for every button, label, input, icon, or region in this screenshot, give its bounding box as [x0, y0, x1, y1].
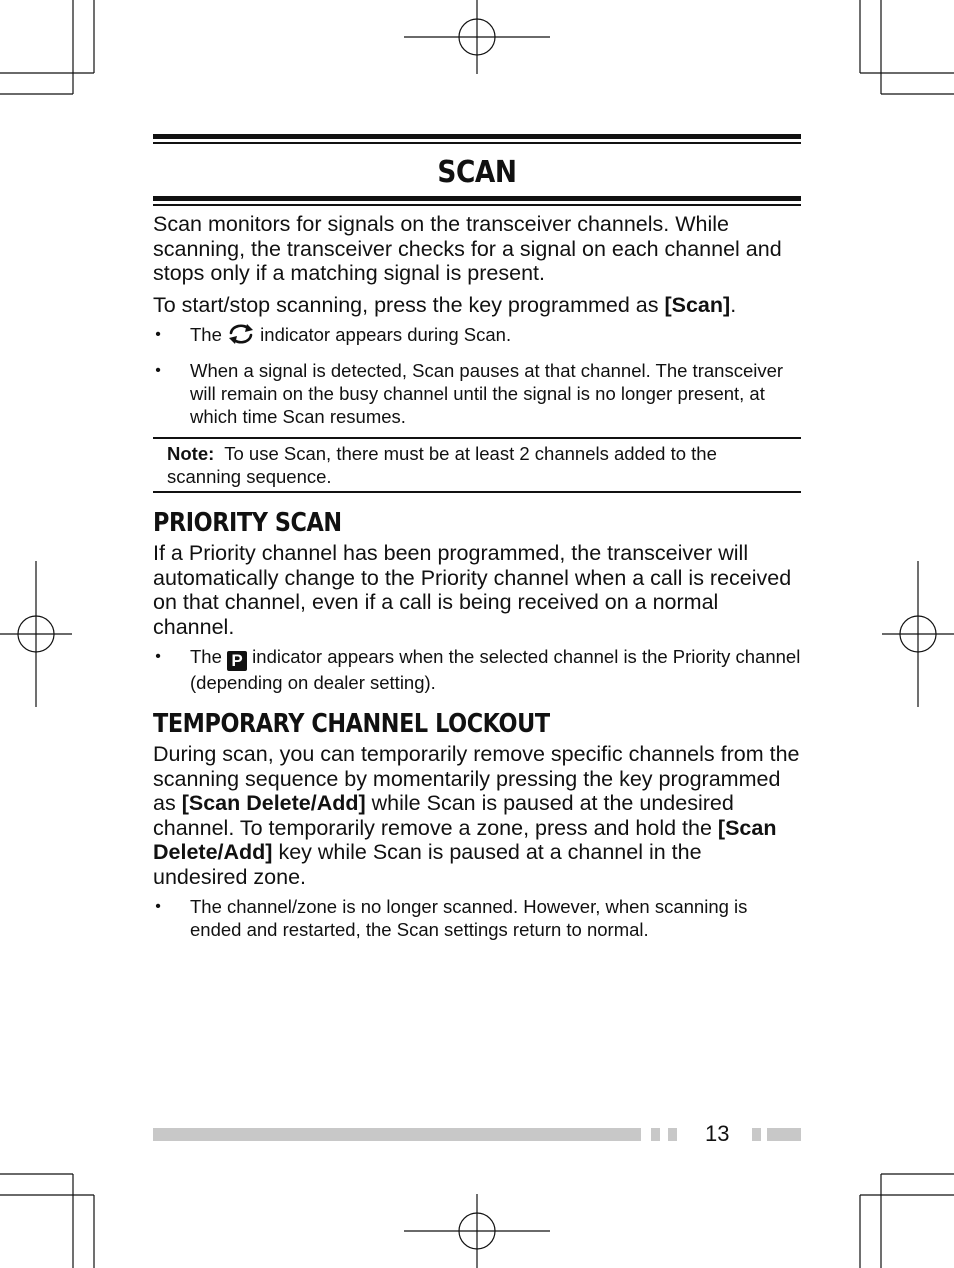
start-stop-text: To start/stop scanning, press the key programmed as	[153, 292, 665, 317]
lockout-bullet-list	[153, 895, 801, 941]
priority-p-icon: P	[227, 651, 247, 671]
page-number: 13	[705, 1121, 730, 1146]
bullet-glyph: •	[155, 362, 161, 379]
bullet-glyph: •	[155, 898, 161, 915]
title-rule-top-thin	[153, 142, 801, 144]
bullet-glyph: •	[155, 648, 161, 665]
priority-bullet-list	[153, 645, 801, 694]
bullet-text-suffix: indicator appears when the selected channel is the Priority channel (depending on dealer setting).	[190, 646, 801, 693]
priority-scan-heading: PRIORITY SCAN	[153, 508, 342, 538]
bullet-text-suffix: indicator appears during Scan.	[255, 324, 512, 345]
note-box	[153, 437, 801, 493]
title-rule-bottom-thin	[153, 204, 801, 206]
scan-bullet-list	[153, 323, 801, 428]
bullet-text: The	[190, 324, 228, 345]
bullet-text: The	[190, 646, 228, 667]
scan-delete-add-key-label: [Scan Delete/Add]	[181, 791, 366, 815]
page-title: SCAN	[437, 155, 517, 190]
list-item	[153, 645, 801, 694]
lockout-text-1: During scan, you can temporarily remove specific channels from the scanning sequence by momentarily pressing the key programmed as	[153, 742, 800, 815]
page-content	[153, 134, 801, 950]
page-footer	[153, 1120, 801, 1150]
bullet-text: When a signal is detected, Scan pauses at that channel. The transceiver will remain on the busy channel until the signal is no longer present, at which time Scan resumes.	[190, 360, 784, 427]
bullet-text: The channel/zone is no longer scanned. However, when scanning is ended and restarted, the Scan settings return to normal.	[190, 896, 748, 940]
scan-delete-add-key-label-2: [Scan Delete/Add]	[153, 815, 777, 864]
footer-square	[651, 1128, 660, 1141]
footer-square	[752, 1128, 761, 1141]
intro-paragraph: Scan monitors for signals on the transceiver channels. While scanning, the transceiver checks for a signal on each channel and stops only if a matching signal is present.	[153, 212, 782, 285]
footer-bar-right	[767, 1128, 801, 1141]
lockout-paragraph	[153, 742, 801, 889]
bullet-glyph: •	[155, 326, 161, 343]
note-text: To use Scan, there must be at least 2 channels added to the scanning sequence.	[167, 443, 722, 487]
scan-key-label: [Scan]	[664, 292, 731, 317]
lockout-text-2: while Scan is paused at the undesired channel. To temporarily remove a zone, press and hold the	[153, 791, 734, 840]
note-label: Note:	[167, 443, 215, 464]
list-item	[153, 359, 801, 428]
start-stop-paragraph	[153, 293, 801, 318]
priority-scan-paragraph: If a Priority channel has been programmed, the transceiver will automatically change to the Priority channel when a call is received on that channel, even if a call is being received on a normal channel.	[153, 541, 792, 639]
title-rule-bottom	[153, 196, 801, 201]
scan-arrows-icon	[227, 323, 255, 350]
lockout-heading: TEMPORARY CHANNEL LOCKOUT	[153, 709, 550, 739]
footer-square	[668, 1128, 677, 1141]
list-item	[153, 323, 801, 350]
lockout-text-3: key while Scan is paused at a channel in the undesired zone.	[153, 840, 702, 889]
footer-bar	[153, 1128, 641, 1141]
list-item	[153, 895, 801, 941]
start-stop-suffix: .	[730, 292, 737, 317]
title-rule-top	[153, 134, 801, 139]
